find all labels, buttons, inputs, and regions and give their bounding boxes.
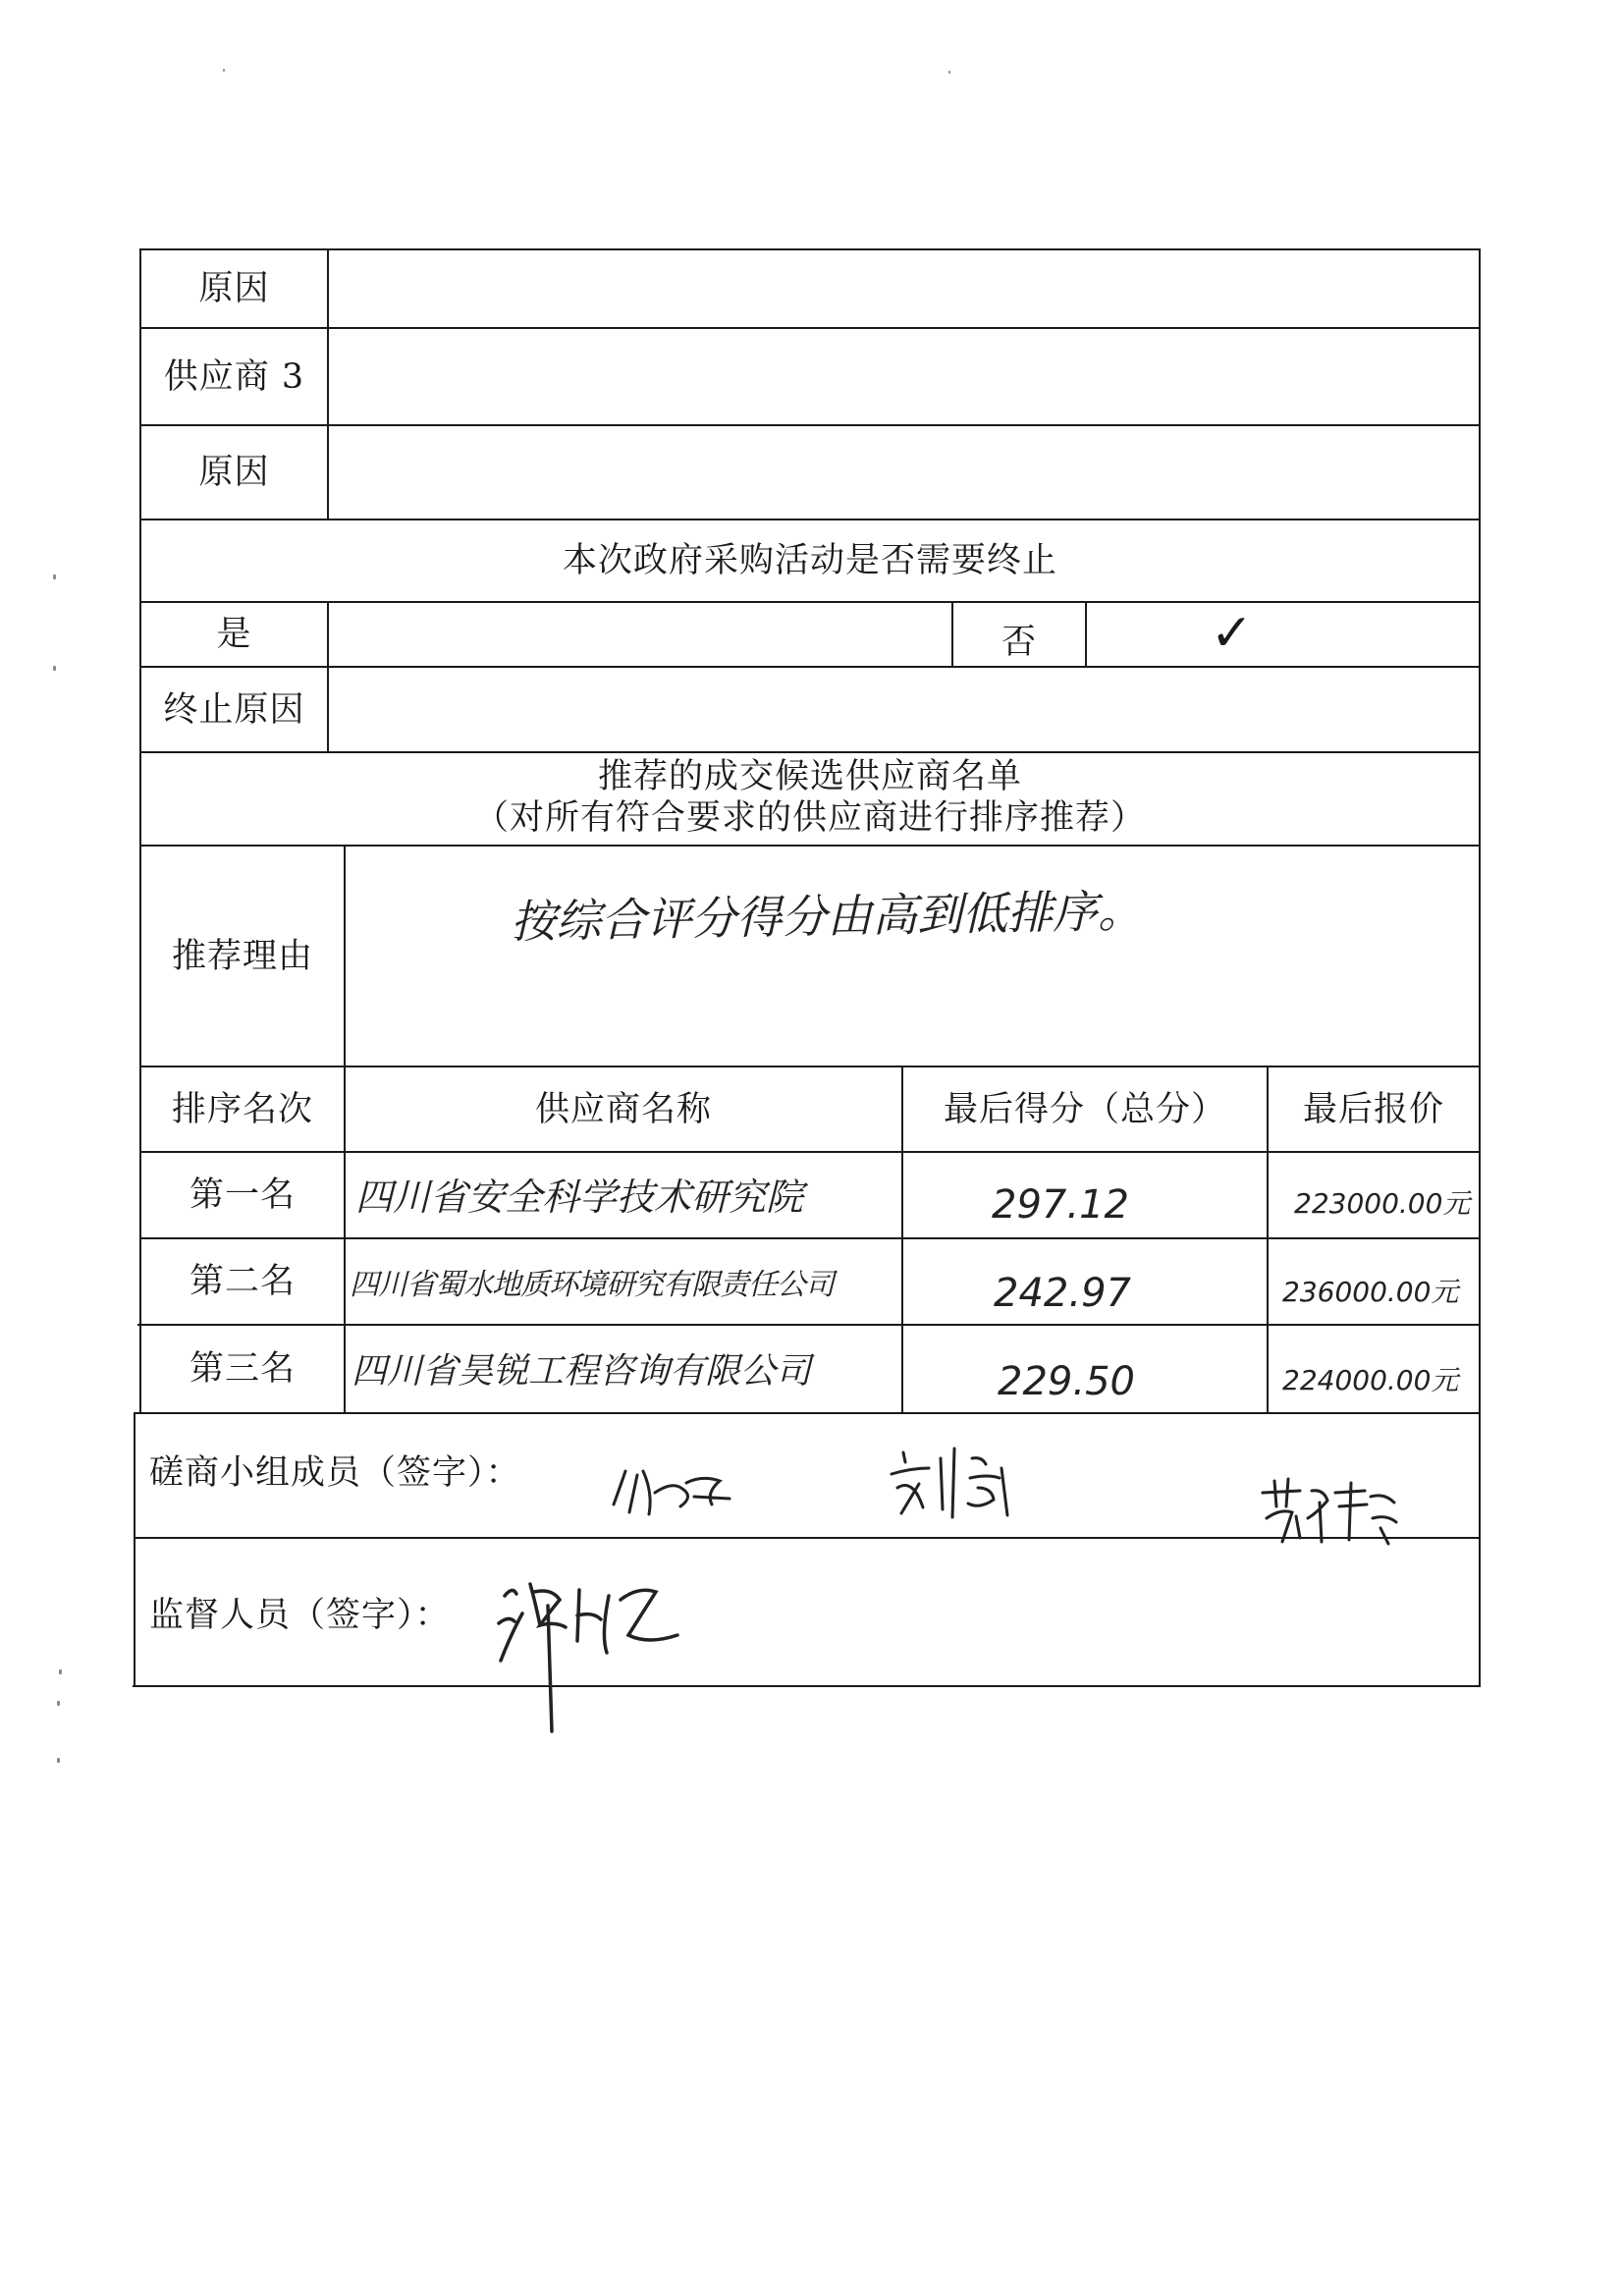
price-cell: 224000.00元 [1282,1364,1459,1396]
yes-label: 是 [216,615,252,654]
panel-signature-label: 磋商小组成员（签字）： [149,1453,521,1493]
supervisor-signature [491,1566,697,1738]
recommend-reason-text: 按综合评分得分由高到低排序。 [510,884,1144,949]
supplier-cell: 四川省昊锐工程咨询有限公司 [352,1350,812,1392]
terminate-question: 本次政府采购活动是否需要终止 [562,541,1057,580]
scan-speck [57,1701,60,1706]
recommend-title-line2: （对所有符合要求的供应商进行排序推荐） [473,798,1146,838]
scan-speck [223,69,225,72]
supplier-cell: 四川省安全科学技术研究院 [355,1175,804,1219]
supervisor-signature-label: 监督人员（签字）： [149,1596,451,1635]
header-score: 最后得分（总分） [943,1089,1226,1129]
scan-speck [53,574,56,579]
recommend-title-line1: 推荐的成交候选供应商名单 [597,757,1022,796]
reason-label-1: 原因 [198,269,270,308]
score-cell: 242.97 [994,1271,1131,1316]
panel-signature-2 [884,1439,1021,1527]
score-cell: 229.50 [998,1359,1135,1404]
scan-speck [59,1669,62,1674]
recommend-reason-label: 推荐理由 [171,936,313,976]
no-checkmark: ✓ [1210,603,1255,663]
rank-cell: 第二名 [189,1262,296,1301]
supplier-cell: 四川省蜀水地质环境研究有限责任公司 [350,1268,834,1302]
scan-speck [57,1758,60,1763]
header-rank: 排序名次 [171,1089,313,1129]
scan-speck [53,666,56,671]
rank-cell: 第三名 [189,1349,296,1389]
price-cell: 223000.00元 [1294,1187,1471,1220]
panel-signature-1 [604,1453,741,1532]
header-supplier: 供应商名称 [534,1089,712,1129]
no-label: 否 [1001,623,1037,662]
rank-cell: 第一名 [189,1175,296,1215]
reason-label-2: 原因 [198,453,270,492]
price-cell: 236000.00元 [1282,1276,1459,1308]
panel-signature-3 [1257,1463,1404,1552]
score-cell: 297.12 [992,1182,1129,1228]
terminate-reason-label: 终止原因 [163,689,305,730]
supplier-3-label: 供应商 3 [163,356,305,397]
scan-speck [948,71,950,74]
header-price: 最后报价 [1302,1089,1444,1129]
